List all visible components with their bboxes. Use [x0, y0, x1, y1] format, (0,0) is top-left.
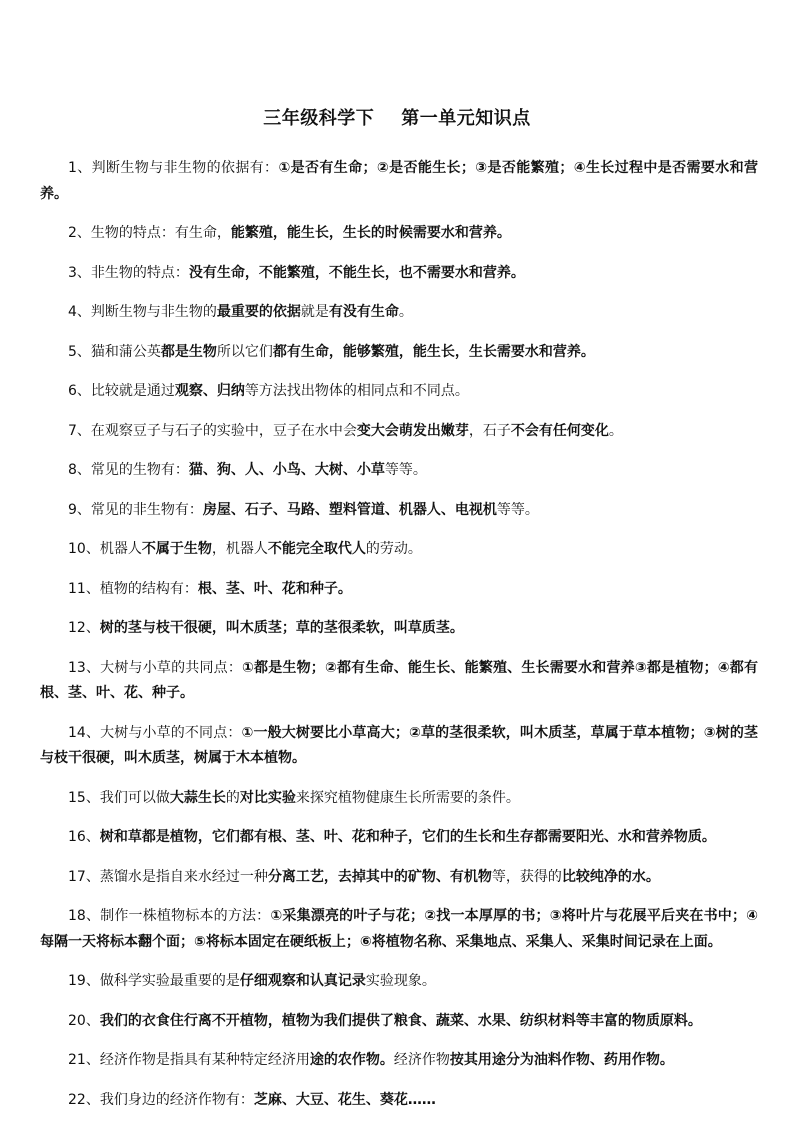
emphasis-text: 按其用途分为油料作物、药用作物。 — [449, 1052, 674, 1068]
item-text: 21、经济作物是指具有某种特定经济用 — [68, 1052, 310, 1068]
item-text: 11、植物的结构有： — [68, 580, 198, 597]
emphasis-text: ①都是生物；②都有生命、能生长、能繁殖、生长需要水和营养③都是植物；④都有根、茎、叶、花、种子。 — [40, 659, 758, 701]
knowledge-point-item — [40, 1048, 758, 1074]
knowledge-point-item — [40, 825, 758, 851]
emphasis-text: 最重要的依据 — [216, 304, 301, 320]
item-text: 2、生物的特点：有生命， — [68, 225, 231, 241]
item-text: 7、在观察豆子与石子的实验中，豆子在水中会 — [68, 422, 357, 439]
emphasis-text: 不属于生物 — [141, 541, 212, 557]
knowledge-point-item — [40, 156, 758, 207]
item-text: 等等。 — [384, 462, 427, 478]
knowledge-point-item — [40, 419, 758, 445]
item-text: 18、制作一株植物标本的方法： — [68, 908, 271, 924]
item-text: 来探究植物健康生长所需要的条件。 — [295, 789, 520, 806]
emphasis-text: 我们的衣食住行离不开植物，植物为我们提供了粮食、蔬菜、水果、纺织材料等丰富的物质原料。 — [99, 1012, 702, 1029]
item-text: 等方法找出物体的相同点和不同点。 — [244, 383, 469, 399]
item-text: 等等。 — [496, 501, 539, 518]
knowledge-point-item — [40, 340, 758, 366]
emphasis-text: 芝麻、大豆、花生、葵花…… — [253, 1091, 436, 1108]
knowledge-point-item — [40, 616, 758, 642]
item-text: 的劳动。 — [365, 541, 422, 557]
item-text: 6、比较就是通过 — [68, 383, 175, 399]
item-text: 22、我们身边的经济作物有： — [68, 1091, 254, 1108]
knowledge-point-item — [40, 379, 758, 405]
emphasis-text: 大蒜生长 — [169, 789, 226, 806]
emphasis-text: 没有生命，不能繁殖，不能生长，也不需要水和营养。 — [188, 264, 525, 281]
knowledge-point-item — [40, 537, 758, 563]
emphasis-text: 都是生物 — [160, 343, 217, 360]
item-text: ，石子 — [468, 422, 511, 439]
item-text: 。 — [608, 422, 623, 439]
knowledge-point-item — [40, 721, 758, 772]
item-text: 5、猫和蒲公英 — [68, 343, 161, 360]
emphasis-text: 对比实验 — [239, 789, 296, 806]
knowledge-point-item — [40, 1088, 758, 1114]
knowledge-point-item — [40, 458, 758, 484]
emphasis-text: 猫、狗、人、小鸟、大树、小草 — [188, 462, 385, 478]
emphasis-text: 途的农作物。 — [309, 1052, 394, 1068]
item-text: 14、大树与小草的不同点： — [68, 724, 242, 741]
item-text: 15、我们可以做 — [68, 789, 170, 806]
item-text: ，机器人 — [211, 541, 268, 557]
knowledge-point-item — [40, 786, 758, 812]
item-text: 13、大树与小草的共同点： — [68, 659, 243, 676]
item-text: 3、非生物的特点： — [68, 264, 189, 281]
item-text: 9、常见的非生物有： — [68, 501, 203, 518]
emphasis-text: 比较纯净的水。 — [561, 868, 660, 885]
item-text: 17、蒸馏水是指自来水经过一种 — [68, 868, 268, 885]
knowledge-point-item — [40, 498, 758, 524]
emphasis-text: 根、茎、叶、花和种子。 — [197, 580, 352, 597]
item-text: 19、做科学实验最重要的是 — [68, 973, 240, 989]
emphasis-text: 仔细观察和认真记录 — [239, 973, 366, 989]
item-text: 10、机器人 — [68, 541, 142, 557]
knowledge-point-item — [40, 1009, 758, 1035]
item-text: 的 — [225, 789, 240, 806]
item-text: 12、 — [68, 620, 100, 636]
item-text: 经济作物 — [393, 1052, 450, 1068]
emphasis-text: 观察、归纳 — [174, 383, 245, 399]
emphasis-text: ①一般大树要比小草高大；②草的茎很柔软，叫木质茎，草属于草本植物；③树的茎与枝干很硬，叫木质茎，树属于木本植物。 — [40, 724, 758, 766]
emphasis-text: 不会有任何变化 — [510, 422, 609, 439]
knowledge-point-list — [40, 142, 758, 1120]
item-text: 所以它们 — [216, 343, 273, 360]
emphasis-text: ①采集漂亮的叶子与花；②找一本厚厚的书；③将叶片与花展平后夹在书中；④每隔一天将标本翻个面；⑤将标本固定在硬纸板上；⑥将植物名称、采集地点、采集人、采集时间记录在上面。 — [40, 908, 758, 950]
item-text: 20、 — [68, 1012, 100, 1029]
emphasis-text: 不能完全取代人 — [267, 541, 366, 557]
item-text: 4、判断生物与非生物的 — [68, 304, 217, 320]
knowledge-point-item — [40, 656, 758, 707]
emphasis-text: ①是否有生命；②是否能生长；③是否能繁殖；④生长过程中是否需要水和营养。 — [40, 160, 758, 202]
item-text: 就是 — [300, 304, 329, 320]
emphasis-text: 树和草都是植物，它们都有根、茎、叶、花和种子，它们的生长和生存都需要阳光、水和营养物质。 — [99, 829, 716, 845]
page-title: 三年级科学下 第一单元知识点 — [263, 108, 531, 129]
knowledge-point-item — [40, 969, 758, 995]
item-text: 等，获得的 — [491, 868, 562, 885]
item-text: 16、 — [68, 829, 100, 845]
knowledge-point-item — [40, 300, 758, 326]
emphasis-text: 分离工艺，去掉其中的矿物、有机物 — [267, 868, 492, 885]
emphasis-text: 树的茎与枝干很硬，叫木质茎；草的茎很柔软，叫草质茎。 — [99, 620, 464, 636]
emphasis-text: 有没有生命 — [328, 304, 399, 320]
knowledge-point-item — [40, 261, 758, 287]
knowledge-point-item — [40, 577, 758, 603]
item-text: 实验现象。 — [365, 973, 436, 989]
item-text: 1、判断生物与非生物的依据有： — [68, 160, 279, 176]
knowledge-point-item — [40, 904, 758, 955]
emphasis-text: 变大会萌发出嫩芽 — [356, 422, 469, 439]
emphasis-text: 都有生命，能够繁殖，能生长，生长需要水和营养。 — [272, 343, 595, 360]
emphasis-text: 能繁殖，能生长，生长的时候需要水和营养。 — [230, 225, 511, 241]
knowledge-point-item — [40, 221, 758, 247]
item-text: 。 — [398, 304, 413, 320]
emphasis-text: 房屋、石子、马路、塑料管道、机器人、电视机 — [202, 501, 497, 518]
knowledge-point-item — [40, 865, 758, 891]
item-text: 8、常见的生物有： — [68, 462, 189, 478]
